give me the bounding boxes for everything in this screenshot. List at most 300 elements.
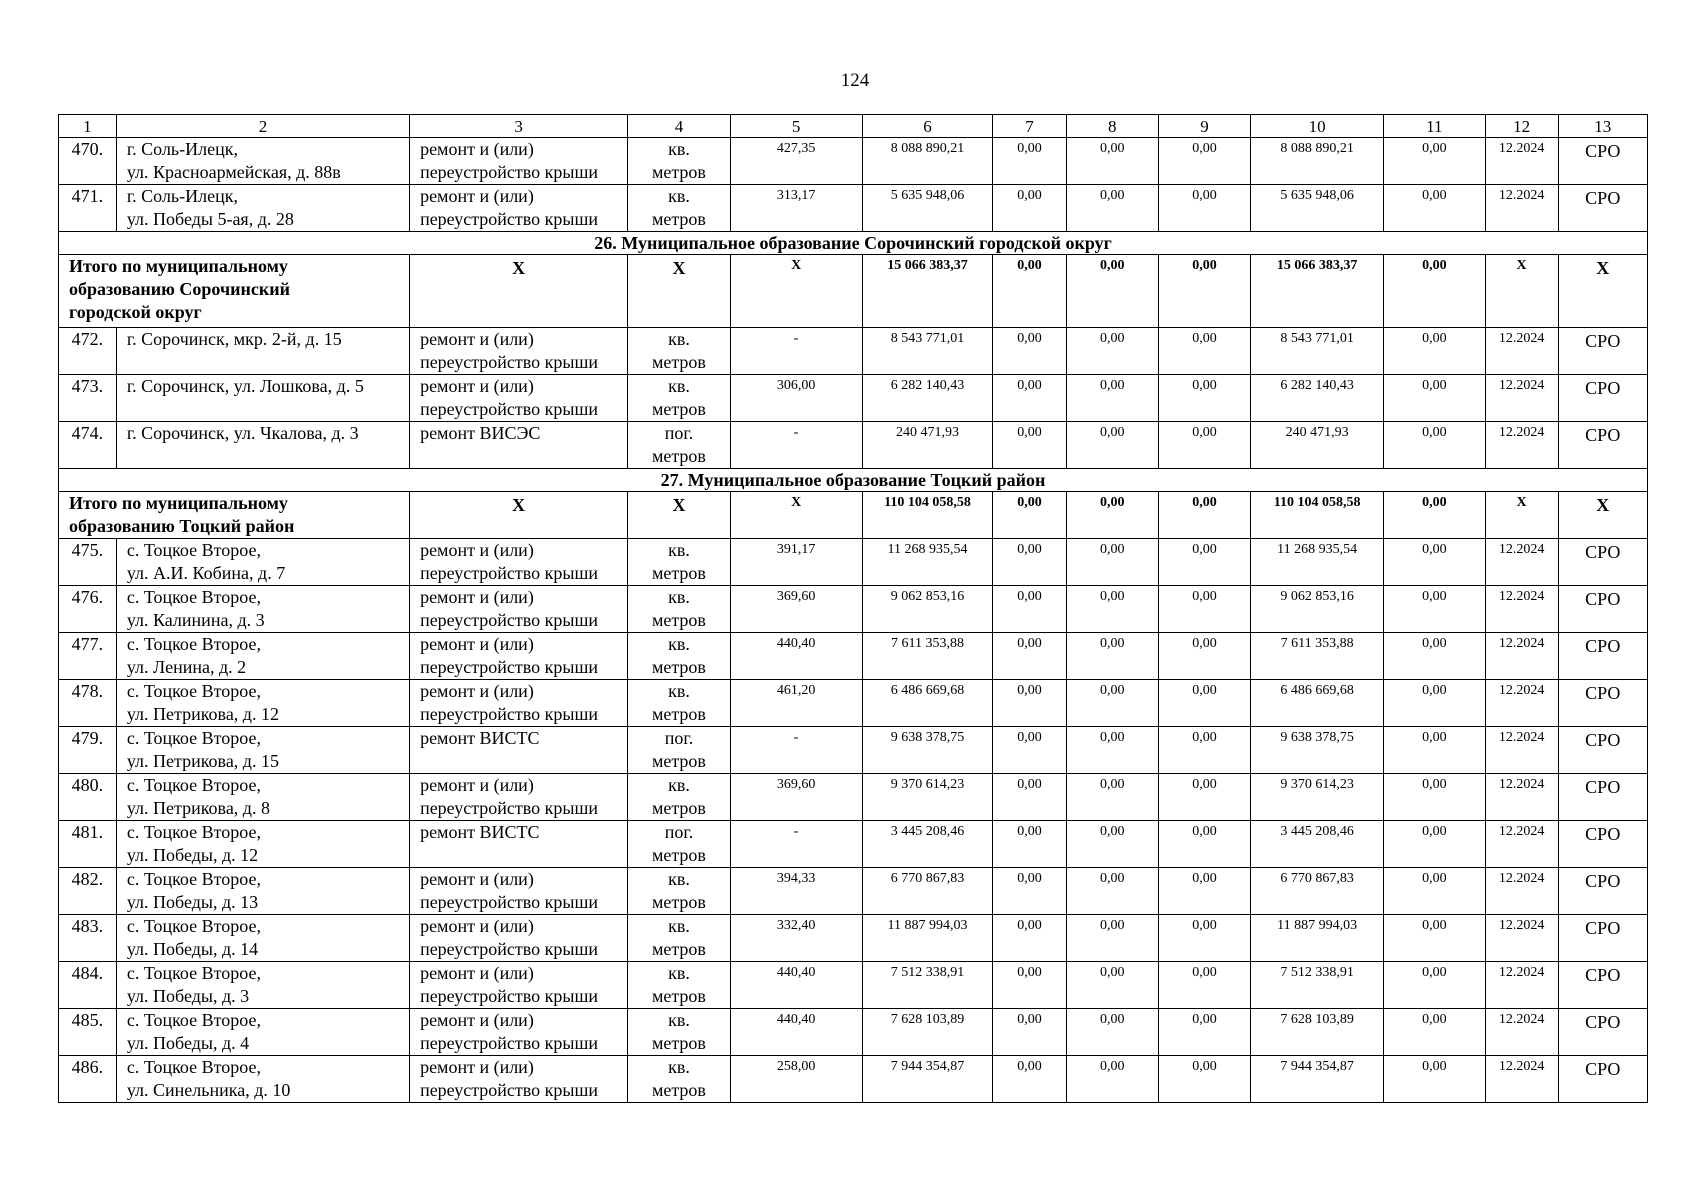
cell-line: ул. Победы 5-ая, д. 28 — [126, 209, 294, 229]
value-cell: 0,00 — [1384, 727, 1485, 774]
cell-line: ул. Калинина, д. 3 — [126, 610, 265, 630]
cell-line: кв. — [668, 869, 690, 889]
total-cell: 15 066 383,37 — [862, 255, 993, 328]
value-cell: 240 471,93 — [862, 422, 993, 469]
cell-line: пог. — [664, 822, 694, 842]
work-type-cell — [410, 375, 628, 422]
cell-line: переустройство крыши — [420, 892, 598, 912]
value-cell: 5 635 948,06 — [862, 185, 993, 232]
column-number: 8 — [1066, 115, 1158, 138]
value-cell: 12.2024 — [1485, 1056, 1558, 1103]
cell-line: метров — [651, 892, 706, 912]
unit-cell — [628, 915, 730, 962]
value-cell: 7 512 338,91 — [862, 962, 993, 1009]
cell-line: г. Соль-Илецк, — [126, 139, 238, 159]
value-cell: 0,00 — [993, 328, 1066, 375]
cell-line: ул. Победы, д. 12 — [126, 845, 259, 865]
unit-cell — [628, 185, 730, 232]
value-cell: 0,00 — [993, 727, 1066, 774]
value-cell: 427,35 — [730, 138, 862, 185]
value-cell: 12.2024 — [1485, 868, 1558, 915]
table-row — [59, 328, 1648, 375]
value-cell: 11 887 994,03 — [862, 915, 993, 962]
unit-cell — [628, 1009, 730, 1056]
column-number: 5 — [730, 115, 862, 138]
contractor-cell: СРО — [1558, 915, 1647, 962]
cell-line: ремонт ВИСТС — [420, 822, 540, 842]
work-type-cell — [410, 185, 628, 232]
value-cell: 258,00 — [730, 1056, 862, 1103]
work-type-cell — [410, 633, 628, 680]
value-cell: 440,40 — [730, 633, 862, 680]
value-cell: 0,00 — [1384, 1056, 1485, 1103]
table-row — [59, 422, 1648, 469]
value-cell: 0,00 — [1158, 821, 1250, 868]
value-cell: 0,00 — [1158, 138, 1250, 185]
value-cell: 0,00 — [1066, 185, 1158, 232]
address-cell — [116, 328, 409, 375]
unit-cell — [628, 821, 730, 868]
unit-cell — [628, 962, 730, 1009]
value-cell: 0,00 — [993, 138, 1066, 185]
contractor-cell: СРО — [1558, 774, 1647, 821]
value-cell: 0,00 — [1158, 774, 1250, 821]
value-cell: 12.2024 — [1485, 138, 1558, 185]
cell-line: пог. — [664, 423, 694, 443]
value-cell: 0,00 — [1158, 962, 1250, 1009]
address-cell — [116, 680, 409, 727]
cell-line: с. Тоцкое Второе, — [126, 869, 261, 889]
total-cell: 0,00 — [1158, 492, 1250, 539]
row-number: 483. — [59, 915, 117, 962]
unit-cell — [628, 727, 730, 774]
cell-line: кв. — [668, 1010, 690, 1030]
table-row — [59, 821, 1648, 868]
cell-line: г. Сорочинск, ул. Лошкова, д. 5 — [126, 376, 364, 396]
value-cell: 0,00 — [993, 680, 1066, 727]
cell-line: с. Тоцкое Второе, — [126, 822, 261, 842]
value-cell: 12.2024 — [1485, 774, 1558, 821]
cell-line: ремонт и (или) — [420, 1057, 534, 1077]
value-cell: 11 268 935,54 — [862, 539, 993, 586]
cell-line: г. Сорочинск, ул. Чкалова, д. 3 — [126, 423, 359, 443]
value-cell: 369,60 — [730, 774, 862, 821]
value-cell: 8 543 771,01 — [862, 328, 993, 375]
value-cell: 12.2024 — [1485, 539, 1558, 586]
value-cell: 0,00 — [1066, 1009, 1158, 1056]
value-cell: 394,33 — [730, 868, 862, 915]
work-type-cell — [410, 680, 628, 727]
total-cell: Х — [1485, 255, 1558, 328]
value-cell: 7 611 353,88 — [1251, 633, 1384, 680]
value-cell: 0,00 — [1384, 821, 1485, 868]
table-row — [59, 680, 1648, 727]
work-type-cell — [410, 821, 628, 868]
row-number: 481. — [59, 821, 117, 868]
cell-line: переустройство крыши — [420, 657, 598, 677]
address-cell — [116, 962, 409, 1009]
table-row — [59, 1009, 1648, 1056]
value-cell: 0,00 — [1384, 915, 1485, 962]
contractor-cell: СРО — [1558, 821, 1647, 868]
value-cell: 6 770 867,83 — [862, 868, 993, 915]
unit-cell — [628, 138, 730, 185]
cell-line: кв. — [668, 963, 690, 983]
cell-line: ул. Победы, д. 14 — [126, 939, 259, 959]
section-title: 26. Муниципальное образование Сорочинский городской округ — [59, 232, 1648, 255]
program-table — [58, 114, 1648, 1103]
total-cell: Х — [1485, 492, 1558, 539]
cell-line: с. Тоцкое Второе, — [126, 775, 261, 795]
value-cell: 0,00 — [1384, 539, 1485, 586]
total-cell: 0,00 — [1066, 492, 1158, 539]
value-cell: 0,00 — [993, 774, 1066, 821]
value-cell: 0,00 — [1158, 422, 1250, 469]
contractor-cell: СРО — [1558, 1056, 1647, 1103]
address-cell — [116, 1009, 409, 1056]
row-number: 479. — [59, 727, 117, 774]
address-cell — [116, 727, 409, 774]
cell-line: кв. — [668, 681, 690, 701]
contractor-cell: СРО — [1558, 328, 1647, 375]
cell-line: с. Тоцкое Второе, — [126, 916, 261, 936]
value-cell: 5 635 948,06 — [1251, 185, 1384, 232]
cell-line: переустройство крыши — [420, 209, 598, 229]
column-number: 9 — [1158, 115, 1250, 138]
cell-line: переустройство крыши — [420, 162, 598, 182]
cell-line: кв. — [668, 634, 690, 654]
value-cell: 0,00 — [1066, 915, 1158, 962]
value-cell: 0,00 — [1384, 138, 1485, 185]
column-number: 10 — [1251, 115, 1384, 138]
cell-line: ул. Синельника, д. 10 — [126, 1080, 291, 1100]
value-cell: - — [730, 422, 862, 469]
value-cell: 3 445 208,46 — [1251, 821, 1384, 868]
total-col-13: Х — [1558, 255, 1647, 328]
cell-line: переустройство крыши — [420, 1033, 598, 1053]
cell-line: метров — [651, 798, 706, 818]
cell-line: с. Тоцкое Второе, — [126, 1010, 261, 1030]
value-cell: 0,00 — [1384, 375, 1485, 422]
cell-line: кв. — [668, 916, 690, 936]
unit-cell — [628, 680, 730, 727]
cell-line: метров — [651, 1033, 706, 1053]
work-type-cell — [410, 328, 628, 375]
work-type-cell — [410, 422, 628, 469]
section-row — [59, 232, 1648, 255]
table-row — [59, 138, 1648, 185]
column-number: 6 — [862, 115, 993, 138]
value-cell: 0,00 — [1158, 185, 1250, 232]
cell-line: ремонт и (или) — [420, 963, 534, 983]
work-type-cell — [410, 774, 628, 821]
column-number: 1 — [59, 115, 117, 138]
value-cell: 12.2024 — [1485, 915, 1558, 962]
row-number: 478. — [59, 680, 117, 727]
section-title: 27. Муниципальное образование Тоцкий район — [59, 469, 1648, 492]
value-cell: 0,00 — [1384, 962, 1485, 1009]
row-number: 472. — [59, 328, 117, 375]
total-row — [59, 255, 1648, 328]
value-cell: 0,00 — [1384, 1009, 1485, 1056]
value-cell: 306,00 — [730, 375, 862, 422]
value-cell: 12.2024 — [1485, 727, 1558, 774]
table-row — [59, 962, 1648, 1009]
value-cell: 0,00 — [1158, 633, 1250, 680]
address-cell — [116, 868, 409, 915]
cell-line: переустройство крыши — [420, 798, 598, 818]
cell-line: переустройство крыши — [420, 610, 598, 630]
value-cell: 332,40 — [730, 915, 862, 962]
value-cell: 0,00 — [993, 868, 1066, 915]
value-cell: 0,00 — [1158, 915, 1250, 962]
cell-line: с. Тоцкое Второе, — [126, 681, 261, 701]
value-cell: 9 370 614,23 — [862, 774, 993, 821]
cell-line: метров — [651, 939, 706, 959]
value-cell: 8 088 890,21 — [1251, 138, 1384, 185]
total-cell: 0,00 — [1158, 255, 1250, 328]
total-cell: 0,00 — [993, 255, 1066, 328]
cell-line: образованию Сорочинский — [69, 279, 290, 299]
cell-line: кв. — [668, 540, 690, 560]
value-cell: 0,00 — [1066, 821, 1158, 868]
value-cell: 6 486 669,68 — [1251, 680, 1384, 727]
cell-line: метров — [651, 657, 706, 677]
value-cell: 9 638 378,75 — [1251, 727, 1384, 774]
unit-cell — [628, 868, 730, 915]
address-cell — [116, 185, 409, 232]
value-cell: 0,00 — [1158, 539, 1250, 586]
column-number: 4 — [628, 115, 730, 138]
cell-line: метров — [651, 845, 706, 865]
cell-line: с. Тоцкое Второе, — [126, 540, 261, 560]
value-cell: 11 887 994,03 — [1251, 915, 1384, 962]
table-row — [59, 375, 1648, 422]
cell-line: кв. — [668, 587, 690, 607]
unit-cell — [628, 539, 730, 586]
value-cell: 6 282 140,43 — [1251, 375, 1384, 422]
cell-line: ремонт и (или) — [420, 869, 534, 889]
column-number: 7 — [993, 115, 1066, 138]
value-cell: 0,00 — [1384, 680, 1485, 727]
cell-line: с. Тоцкое Второе, — [126, 587, 261, 607]
address-cell — [116, 422, 409, 469]
work-type-cell — [410, 1009, 628, 1056]
column-number: 3 — [410, 115, 628, 138]
value-cell: - — [730, 328, 862, 375]
row-number: 477. — [59, 633, 117, 680]
cell-line: переустройство крыши — [420, 563, 598, 583]
row-number: 484. — [59, 962, 117, 1009]
value-cell: - — [730, 727, 862, 774]
value-cell: 0,00 — [993, 962, 1066, 1009]
cell-line: ул. Победы, д. 3 — [126, 986, 250, 1006]
cell-line: метров — [651, 986, 706, 1006]
cell-line: ремонт и (или) — [420, 139, 534, 159]
value-cell: 9 062 853,16 — [1251, 586, 1384, 633]
value-cell: 0,00 — [1158, 1009, 1250, 1056]
value-cell: 0,00 — [993, 422, 1066, 469]
value-cell: 0,00 — [1158, 328, 1250, 375]
value-cell: 12.2024 — [1485, 375, 1558, 422]
row-number: 476. — [59, 586, 117, 633]
column-number-header — [59, 115, 1648, 138]
value-cell: 9 062 853,16 — [862, 586, 993, 633]
value-cell: 0,00 — [1066, 586, 1158, 633]
value-cell: 0,00 — [1066, 422, 1158, 469]
cell-line: образованию Тоцкий район — [69, 516, 295, 536]
cell-line: с. Тоцкое Второе, — [126, 1057, 261, 1077]
value-cell: 0,00 — [1158, 680, 1250, 727]
unit-cell — [628, 1056, 730, 1103]
value-cell: 0,00 — [1158, 375, 1250, 422]
cell-line: ул. Победы, д. 13 — [126, 892, 259, 912]
value-cell: 0,00 — [1384, 633, 1485, 680]
value-cell: 12.2024 — [1485, 680, 1558, 727]
cell-line: с. Тоцкое Второе, — [126, 634, 261, 654]
value-cell: 12.2024 — [1485, 185, 1558, 232]
value-cell: 0,00 — [1384, 774, 1485, 821]
cell-line: метров — [651, 751, 706, 771]
value-cell: 7 611 353,88 — [862, 633, 993, 680]
cell-line: ремонт ВИСЭС — [420, 423, 541, 443]
value-cell: 0,00 — [993, 915, 1066, 962]
value-cell: 0,00 — [993, 633, 1066, 680]
address-cell — [116, 821, 409, 868]
work-type-cell — [410, 138, 628, 185]
value-cell: 440,40 — [730, 1009, 862, 1056]
total-cell: 0,00 — [1066, 255, 1158, 328]
unit-cell — [628, 328, 730, 375]
table-row — [59, 185, 1648, 232]
cell-line: ул. А.И. Кобина, д. 7 — [126, 563, 286, 583]
value-cell: 0,00 — [1066, 727, 1158, 774]
value-cell: 8 543 771,01 — [1251, 328, 1384, 375]
contractor-cell: СРО — [1558, 539, 1647, 586]
value-cell: 0,00 — [1066, 138, 1158, 185]
work-type-cell — [410, 586, 628, 633]
value-cell: 9 638 378,75 — [862, 727, 993, 774]
cell-line: переустройство крыши — [420, 704, 598, 724]
contractor-cell: СРО — [1558, 633, 1647, 680]
value-cell: 6 282 140,43 — [862, 375, 993, 422]
row-number: 486. — [59, 1056, 117, 1103]
cell-line: метров — [651, 563, 706, 583]
total-cell: 0,00 — [1384, 492, 1485, 539]
cell-line: метров — [651, 1080, 706, 1100]
total-col-4: Х — [628, 255, 730, 328]
cell-line: ремонт и (или) — [420, 587, 534, 607]
value-cell: 12.2024 — [1485, 422, 1558, 469]
value-cell: 12.2024 — [1485, 633, 1558, 680]
table-row — [59, 915, 1648, 962]
work-type-cell — [410, 868, 628, 915]
value-cell: 0,00 — [1066, 1056, 1158, 1103]
column-number: 13 — [1558, 115, 1647, 138]
cell-line: ремонт ВИСТС — [420, 728, 540, 748]
value-cell: - — [730, 821, 862, 868]
cell-line: переустройство крыши — [420, 986, 598, 1006]
cell-line: переустройство крыши — [420, 352, 598, 372]
value-cell: 6 486 669,68 — [862, 680, 993, 727]
cell-line: кв. — [668, 775, 690, 795]
table-row — [59, 727, 1648, 774]
value-cell: 0,00 — [1158, 727, 1250, 774]
cell-line: ремонт и (или) — [420, 775, 534, 795]
value-cell: 0,00 — [1158, 868, 1250, 915]
value-cell: 0,00 — [1384, 185, 1485, 232]
unit-cell — [628, 774, 730, 821]
value-cell: 7 628 103,89 — [862, 1009, 993, 1056]
contractor-cell: СРО — [1558, 962, 1647, 1009]
address-cell — [116, 633, 409, 680]
cell-line: ул. Петрикова, д. 15 — [126, 751, 279, 771]
cell-line: кв. — [668, 186, 690, 206]
cell-line: метров — [651, 352, 706, 372]
value-cell: 0,00 — [1066, 539, 1158, 586]
value-cell: 0,00 — [1384, 422, 1485, 469]
contractor-cell: СРО — [1558, 185, 1647, 232]
section-row — [59, 469, 1648, 492]
value-cell: 0,00 — [1066, 375, 1158, 422]
table-row — [59, 586, 1648, 633]
contractor-cell: СРО — [1558, 727, 1647, 774]
table-row — [59, 633, 1648, 680]
value-cell: 12.2024 — [1485, 328, 1558, 375]
cell-line: метров — [651, 209, 706, 229]
total-label — [59, 492, 410, 539]
value-cell: 0,00 — [993, 586, 1066, 633]
unit-cell — [628, 586, 730, 633]
address-cell — [116, 375, 409, 422]
cell-line: ул. Петрикова, д. 8 — [126, 798, 270, 818]
value-cell: 0,00 — [1384, 586, 1485, 633]
cell-line: кв. — [668, 139, 690, 159]
row-number: 473. — [59, 375, 117, 422]
cell-line: кв. — [668, 1057, 690, 1077]
unit-cell — [628, 633, 730, 680]
work-type-cell — [410, 1056, 628, 1103]
value-cell: 313,17 — [730, 185, 862, 232]
cell-line: ремонт и (или) — [420, 916, 534, 936]
cell-line: Итого по муниципальному — [69, 256, 288, 276]
contractor-cell: СРО — [1558, 375, 1647, 422]
value-cell: 0,00 — [993, 375, 1066, 422]
total-cell: Х — [730, 492, 862, 539]
value-cell: 11 268 935,54 — [1251, 539, 1384, 586]
cell-line: г. Сорочинск, мкр. 2-й, д. 15 — [126, 329, 342, 349]
total-cell: 110 104 058,58 — [1251, 492, 1384, 539]
cell-line: ремонт и (или) — [420, 329, 534, 349]
address-cell — [116, 138, 409, 185]
value-cell: 369,60 — [730, 586, 862, 633]
cell-line: городской округ — [69, 302, 202, 322]
value-cell: 0,00 — [993, 1056, 1066, 1103]
row-number: 482. — [59, 868, 117, 915]
row-number: 485. — [59, 1009, 117, 1056]
cell-line: кв. — [668, 376, 690, 396]
cell-line: переустройство крыши — [420, 399, 598, 419]
page-number: 124 — [840, 70, 870, 91]
value-cell: 0,00 — [1066, 680, 1158, 727]
value-cell: 0,00 — [1384, 328, 1485, 375]
cell-line: с. Тоцкое Второе, — [126, 963, 261, 983]
cell-line: ремонт и (или) — [420, 634, 534, 654]
value-cell: 0,00 — [1066, 328, 1158, 375]
value-cell: 0,00 — [1066, 868, 1158, 915]
row-number: 474. — [59, 422, 117, 469]
value-cell: 12.2024 — [1485, 1009, 1558, 1056]
